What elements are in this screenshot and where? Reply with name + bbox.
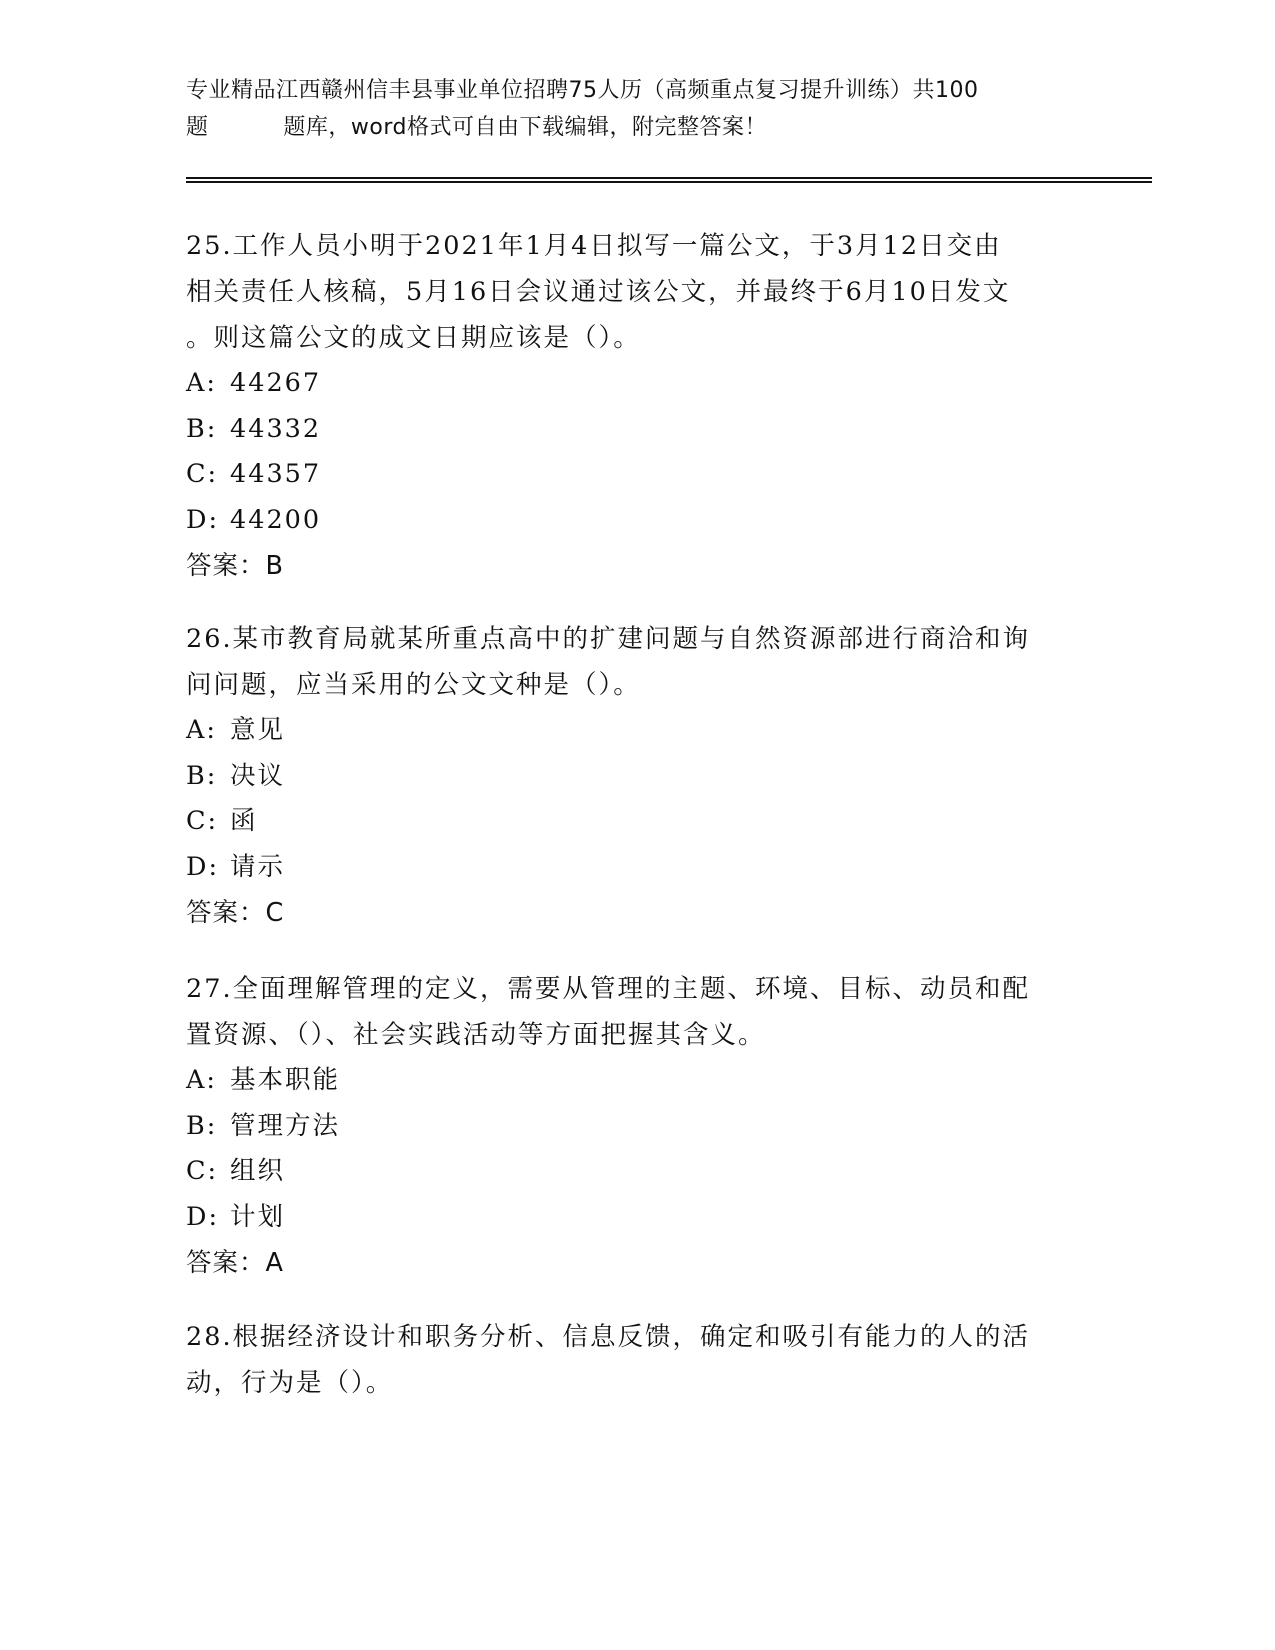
question-text — [186, 616, 1086, 708]
option-key: B: — [186, 413, 218, 444]
option-text: 44200 — [230, 504, 322, 535]
option-text: 意见 — [230, 715, 286, 745]
option-d — [186, 845, 1086, 891]
option-c — [186, 799, 1086, 845]
option-b — [186, 754, 1086, 800]
option-text: 决议 — [230, 760, 286, 791]
option-c — [186, 452, 1086, 498]
question-text — [186, 966, 1086, 1058]
question-line: 26.某市教育局就某所重点高中的扩建问题与自然资源部进行商洽和询 — [186, 624, 1031, 654]
question-text — [186, 1314, 1086, 1406]
option-a — [186, 1058, 1086, 1104]
option-b — [186, 1104, 1086, 1150]
option-text: 44357 — [230, 459, 322, 489]
question-text — [186, 223, 1086, 361]
question-line: 28.根据经济设计和职务分析、信息反馈，确定和吸引有能力的人的活 — [186, 1322, 1031, 1352]
option-text: 44267 — [230, 368, 322, 398]
answer: 答案：B — [186, 551, 284, 581]
option-d — [186, 1195, 1086, 1241]
question-25 — [186, 223, 1086, 589]
question-line: 问问题，应当采用的公文文种是（）。 — [186, 670, 641, 700]
option-text: 基本职能 — [230, 1065, 341, 1095]
option-d — [186, 498, 1086, 544]
answer: 答案：A — [186, 1248, 284, 1278]
question-line: 动，行为是（）。 — [186, 1368, 394, 1398]
question-27 — [186, 966, 1086, 1286]
question-line: 27.全面理解管理的定义，需要从管理的主题、环境、目标、动员和配 — [186, 974, 1031, 1004]
question-28 — [186, 1314, 1086, 1406]
option-text: 计划 — [230, 1201, 286, 1232]
option-a — [186, 361, 1086, 407]
question-line: 。则这篇公文的成文日期应该是（）。 — [186, 323, 641, 353]
option-text: 函 — [230, 806, 258, 836]
option-key: D: — [186, 851, 220, 882]
option-key: A: — [186, 368, 218, 398]
option-text: 组织 — [230, 1156, 286, 1186]
option-c — [186, 1149, 1086, 1195]
option-key: A: — [186, 1065, 218, 1095]
header-divider-bottom — [186, 181, 1152, 183]
option-text: 44332 — [230, 413, 322, 444]
option-key: B: — [186, 760, 218, 791]
option-text: 管理方法 — [230, 1110, 341, 1141]
option-key: D: — [186, 1201, 220, 1232]
option-a — [186, 708, 1086, 754]
header-title-line-2: 题 题库，word格式可自由下载编辑，附完整答案！ — [186, 115, 768, 140]
option-key: C: — [186, 1156, 219, 1186]
document-header — [186, 72, 1086, 146]
question-26 — [186, 616, 1086, 936]
question-line: 25.工作人员小明于2021年1月4日拟写一篇公文，于3月12日交由 — [186, 231, 1002, 261]
option-key: D: — [186, 504, 220, 535]
header-title-line-1: 专业精品江西赣州信丰县事业单位招聘75人历（高频重点复习提升训练）共100 — [186, 78, 979, 103]
question-line: 相关责任人核稿，5月16日会议通过该公文，并最终于6月10日发文 — [186, 277, 1011, 307]
option-text: 请示 — [230, 851, 286, 882]
option-key: C: — [186, 459, 219, 489]
answer: 答案：C — [186, 898, 285, 928]
option-key: C: — [186, 806, 219, 836]
header-divider-top — [186, 177, 1152, 179]
option-key: B: — [186, 1110, 218, 1141]
option-key: A: — [186, 715, 218, 745]
option-b — [186, 407, 1086, 453]
question-line: 置资源、（）、社会实践活动等方面把握其含义。 — [186, 1020, 766, 1050]
